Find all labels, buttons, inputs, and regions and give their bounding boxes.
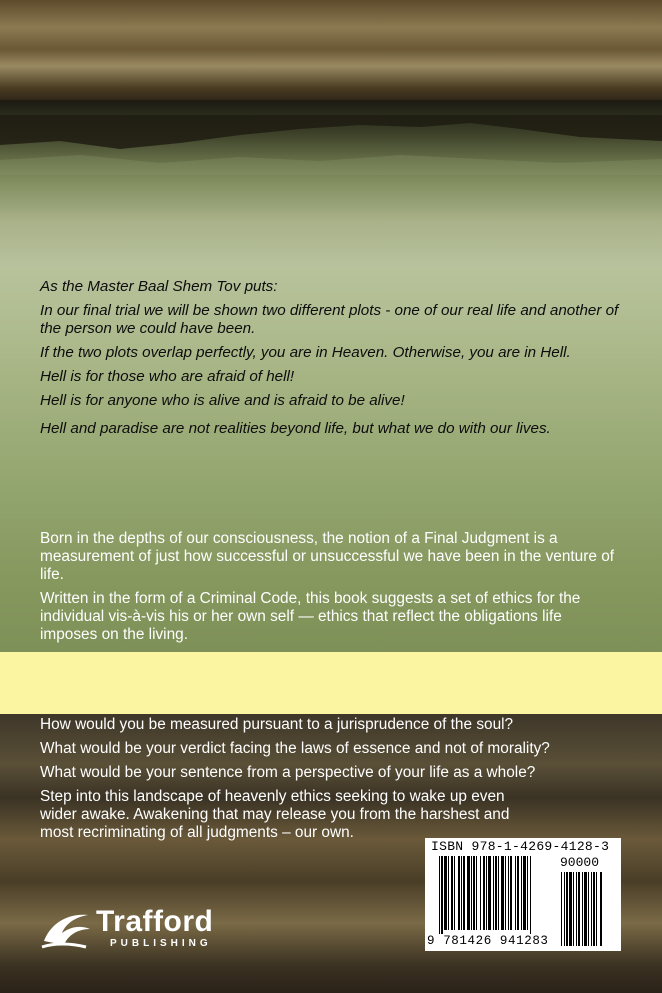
barcode-bar (495, 856, 497, 930)
publisher-sub: PUBLISHING (110, 938, 212, 949)
price-code: 90000 (560, 855, 600, 870)
addon-bar (573, 872, 574, 946)
isbn-label: ISBN 978-1-4269-4128-3 (431, 839, 610, 854)
addon-bar (591, 872, 592, 946)
addon-bar (564, 872, 565, 946)
question-line: Step into this landscape of heavenly ethics seeking to wake up even wider awake. Awakening that may release you from the harshest and most recriminating of all judgments – our own. (40, 788, 510, 841)
barcode-bar (467, 856, 470, 930)
barcode-bar (486, 856, 487, 930)
barcode-bar (458, 856, 460, 930)
barcode-bar (448, 856, 449, 930)
barcode-bar (510, 856, 512, 930)
publisher-name: Trafford (96, 905, 214, 938)
barcode-bar (451, 856, 453, 930)
barcode-bar (441, 856, 443, 934)
barcode-bar (498, 856, 499, 930)
question-line: What would be your verdict facing the laws of essence and not of morality? (40, 740, 550, 757)
barcode-bar (439, 856, 440, 934)
water-reflection-top (0, 0, 662, 110)
ean-digits: 9 781426 941283 (427, 934, 549, 948)
quote-line: As the Master Baal Shem Tov puts: (40, 278, 278, 295)
barcode-bar (505, 856, 506, 930)
barcode-bar (488, 856, 491, 930)
barcode-bar (517, 856, 519, 930)
addon-bar (569, 872, 572, 946)
intro-paragraph: Written in the form of a Criminal Code, this book suggests a set of ethics for the individual vis-à-vis his or her own self — ethics that reflect the obligations life imposes on the living. (40, 590, 581, 643)
barcode-bar (523, 856, 526, 930)
barcode-bar (480, 856, 481, 930)
quote-line: In our final trial we will be shown two different plots - one of our real life and another of the person we could have been. (40, 302, 619, 337)
barcode-bar (527, 856, 528, 930)
barcode-bar (493, 856, 494, 930)
yellow-band (0, 652, 662, 714)
barcode-bar (476, 856, 477, 930)
barcode-bar (463, 856, 465, 930)
barcode-bar (508, 856, 509, 930)
barcode-bar (515, 856, 516, 930)
intro-block (40, 530, 622, 650)
barcode-bar (454, 856, 455, 930)
addon-bar (588, 872, 589, 946)
barcode-bar (521, 856, 522, 930)
barcode-bar (501, 856, 504, 930)
barcode-bar (471, 856, 472, 930)
isbn-barcode (425, 838, 621, 951)
barcode-bar (444, 856, 447, 930)
quote-block (40, 278, 620, 444)
quote-line: If the two plots overlap perfectly, you are in Heaven. Otherwise, you are in Hell. (40, 344, 571, 361)
quote-line: Hell is for those who are afraid of hell! (40, 368, 295, 385)
addon-bar (561, 872, 562, 946)
addon-bar (584, 872, 587, 946)
addon-bar (600, 872, 602, 946)
barcode-bar (473, 856, 475, 930)
mountain-silhouette (0, 115, 662, 175)
trafford-wave-icon (40, 905, 96, 951)
publisher-logo (40, 905, 270, 955)
barcode-bar (530, 856, 531, 934)
questions-block (40, 716, 630, 848)
addon-bar (578, 872, 580, 946)
barcode-bar (483, 856, 485, 930)
question-line: What would be your sentence from a perspective of your life as a whole? (40, 764, 536, 781)
addon-bar (582, 872, 583, 946)
quote-line: Hell and paradise are not realities beyond life, but what we do with our lives. (40, 420, 551, 437)
intro-paragraph: Born in the depths of our consciousness, the notion of a Final Judgment is a measurement of just how successful or unsuccessful we have been in the venture of life. (40, 530, 615, 583)
addon-bar (566, 872, 568, 946)
addon-bar (596, 872, 597, 946)
barcode-bar (461, 856, 462, 930)
question-line: How would you be measured pursuant to a jurisprudence of the soul? (40, 716, 514, 733)
addon-bar (576, 872, 577, 946)
quote-line: Hell is for anyone who is alive and is afraid to be alive! (40, 392, 405, 409)
addon-bar (593, 872, 595, 946)
